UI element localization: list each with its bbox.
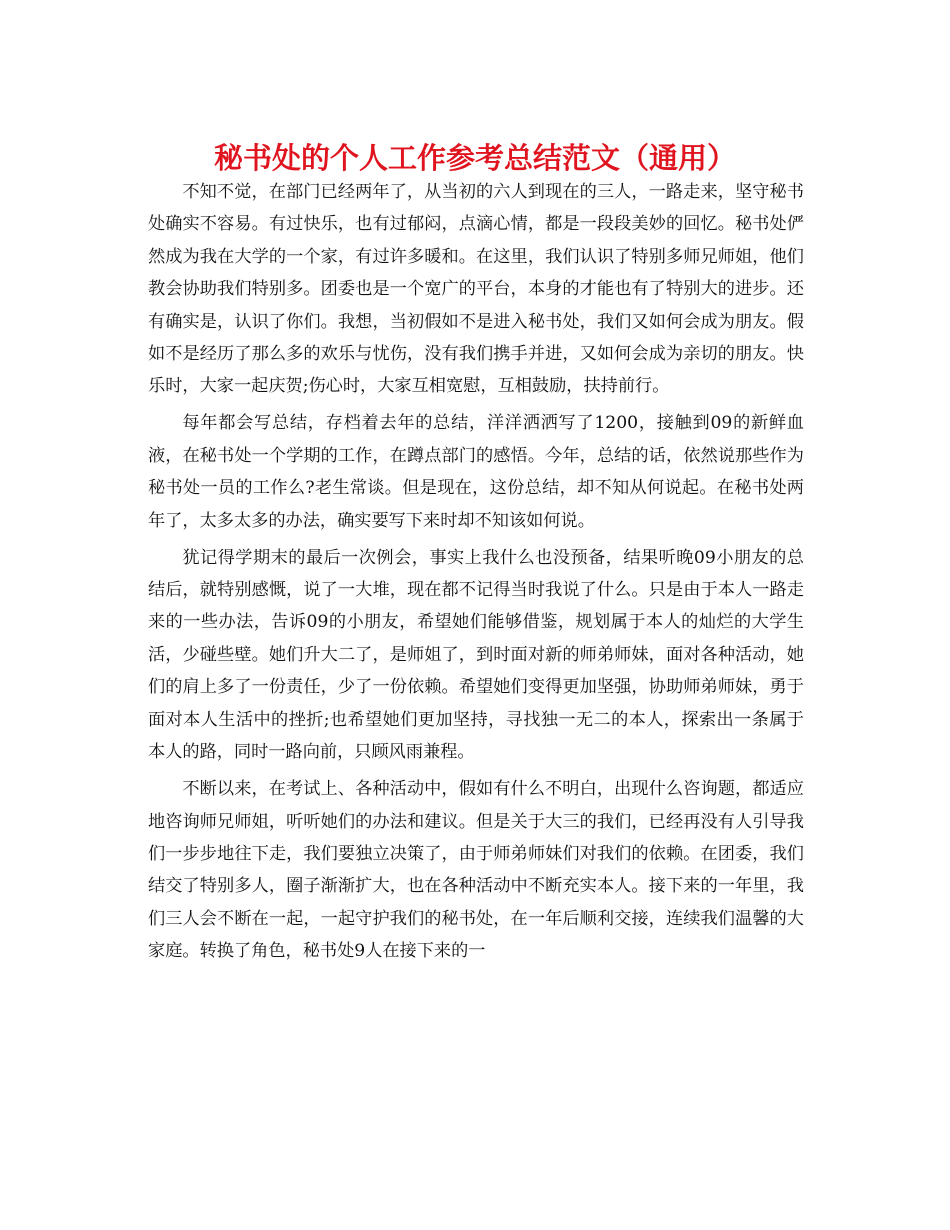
paragraph: 不知不觉，在部门已经两年了，从当初的六人到现在的三人，一路走来，坚守秘书处确实不容易。有过快乐，也有过郁闷，点滴心情，都是一段段美妙的回忆。秘书处俨然成为我在大学的一个家，有过许多暖和。在这里，我们认识了特别多师兄师姐，他们教会协助我们特别多。团委也是一个宽广的平台，本身的才能也有了特别大的进步。还有确实是，认识了你们。我想，当初假如不是进入秘书处，我们又如何会成为朋友。假如不是经历了那么多的欢乐与忧伤，没有我们携手并进，又如何会成为亲切的朋友。快乐时，大家一起庆贺;伤心时，大家互相宽慰，互相鼓励，扶持前行。 bbox=[148, 182, 804, 397]
document-title: 秘书处的个人工作参考总结范文（通用） bbox=[213, 141, 736, 175]
paragraph: 每年都会写总结，存档着去年的总结，洋洋洒洒写了1200，接触到09的新鲜血液，在秘书处一个学期的工作，在蹲点部门的感悟。今年，总结的话，依然说那些作为秘书处一员的工作么?老生常谈。但是现在，这份总结，却不知从何说起。在秘书处两年了，太多太多的办法，确实要写下来时却不知该如何说。 bbox=[148, 413, 804, 531]
paragraph: 犹记得学期末的最后一次例会，事实上我什么也没预备，结果听晚09小朋友的总结后，就特别感慨，说了一大堆，现在都不记得当时我说了什么。只是由于本人一路走来的一些办法，告诉09的小朋友，希望她们能够借鉴，规划属于本人的灿烂的大学生活，少碰些壁。她们升大二了，是师姐了，到时面对新的师弟师妹，面对各种活动，她们的肩上多了一份责任，少了一份依赖。希望她们变得更加坚强，协助师弟师妹，勇于面对本人生活中的挫折;也希望她们更加坚持，寻找独一无二的本人，探索出一条属于本人的路，同时一路向前，只顾风雨兼程。 bbox=[148, 547, 804, 763]
document-body bbox=[148, 176, 804, 972]
paragraph: 不断以来，在考试上、各种活动中，假如有什么不明白，出现什么咨询题，都适应地咨询师兄师姐，听听她们的办法和建议。但是关于大三的我们，已经再没有人引导我们一步步地往下走，我们要独立决策了，由于师弟师妹们对我们的依赖。在团委，我们结交了特别多人，圈子渐渐扩大，也在各种活动中不断充实本人。接下来的一年里，我们三人会不断在一起，一起守护我们的秘书处，在一年后顺利交接，连续我们温馨的大家庭。转换了角色，秘书处9人在接下来的一 bbox=[148, 779, 804, 962]
